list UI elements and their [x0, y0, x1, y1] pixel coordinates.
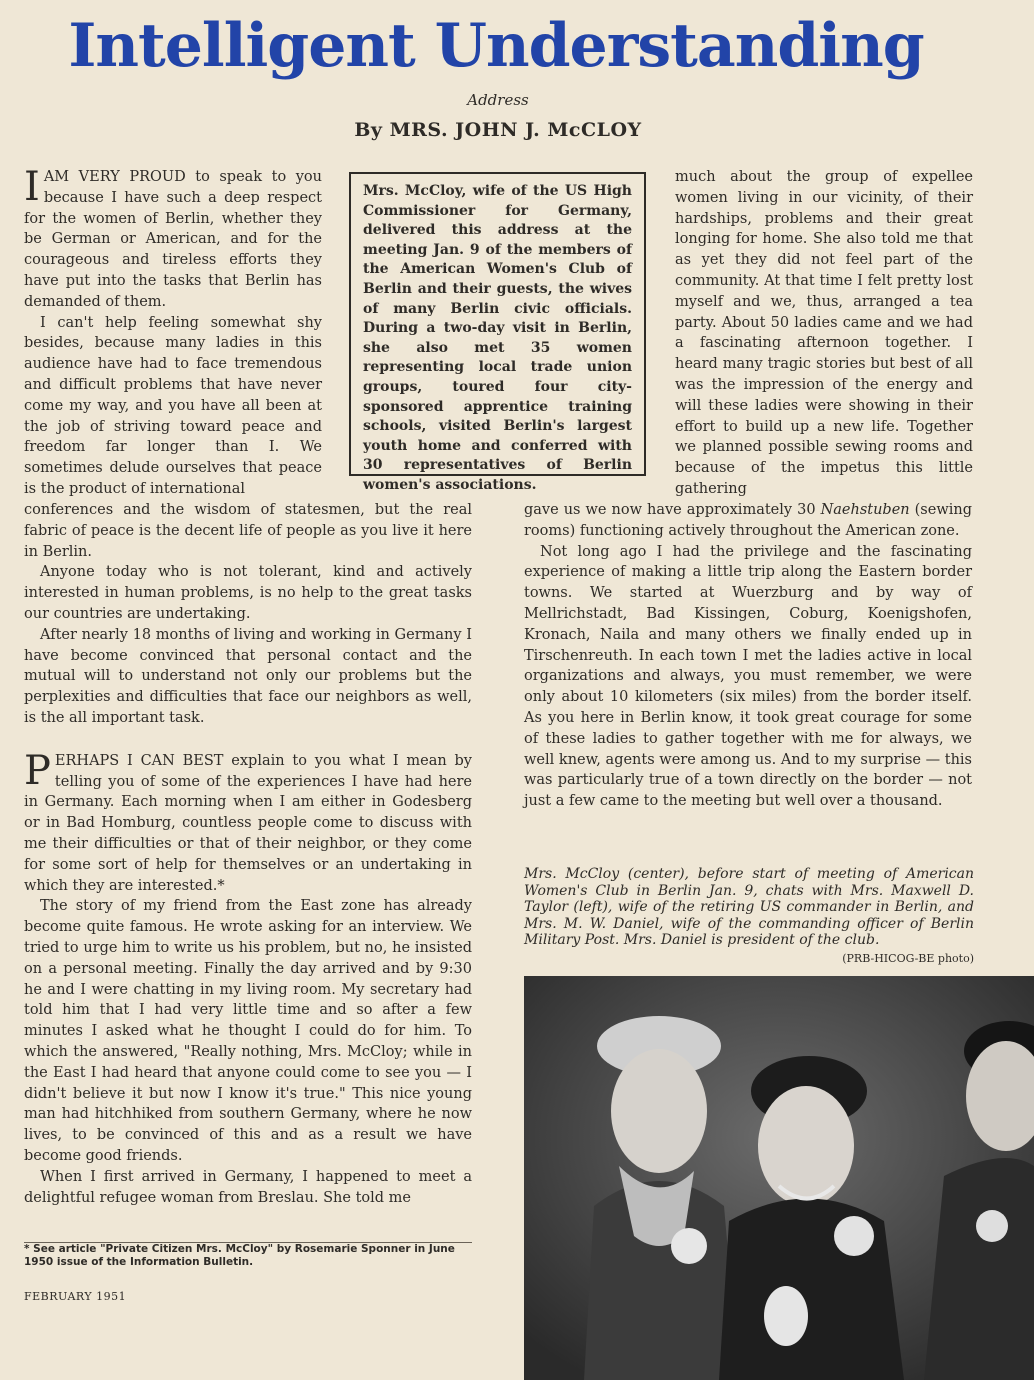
drop-cap: I: [24, 164, 40, 210]
paragraph: IAM VERY PROUD to speak to you because I have such a deep respect for the women of Berlin, whether they be German or American, and for the courageous and tireless efforts they have put into the tasks that Berlin has demanded of them.: [24, 164, 322, 310]
footnote: * See article "Private Citizen Mrs. McCloy" by Rosemarie Sponner in June 1950 issue of the Information Bulletin.: [24, 1242, 472, 1269]
article-byline: By MRS. JOHN J. McCLOY: [354, 119, 642, 141]
column-right-bottom: [524, 500, 972, 812]
paragraph: When I first arrived in Germany, I happened to meet a delightful refugee woman from Breslau. She told me: [24, 1168, 472, 1206]
photograph: [524, 976, 1034, 1380]
column-left-bottom: [24, 500, 472, 1208]
paragraph: The story of my friend from the East zone has already become quite famous. He wrote asking for an interview. We tried to urge him to write us his problem, but no, he insisted on a personal meeting. Finally the day arrived and by 9:30 he and I were chatting in my living room. My secretary had told him that I had very little time and so after a few minutes I asked what he thought I could do for him. To which the answered, "Really nothing, Mrs. McCloy; while in the East I had heard that anyone could come to see you — I didn't believe it but now I know it's true." This nice young man had hitchhiked from southern Germany, where he now lives, to be convinced of this and as a result we have become good friends.: [24, 898, 472, 1164]
page-footer: FEBRUARY 1951: [24, 1290, 127, 1303]
info-box: Mrs. McCloy, wife of the US High Commissioner for Germany, delivered this address at the meeting Jan. 9 of the members of the American Women's Club of Berlin and their guests, the wives of many Berlin civic officials. During a two-day visit in Berlin, she also met 35 women representing local trade union groups, toured four city-sponsored apprentice training schools, visited Berlin's largest youth home and conferred with 30 representatives of Berlin women's associations.: [349, 172, 646, 476]
drop-cap: P: [24, 747, 51, 794]
paragraph: PERHAPS I CAN BEST explain to you what I mean by telling you of some of the experiences I have had here in Germany. Each morning when I am either in Godesberg or in Bad Homburg, countless people come to discuss with me their difficulties or that of their neighbor, or they come for some sort of help for themselves or an undertaking in which they are interested.*: [24, 747, 472, 894]
paragraph: After nearly 18 months of living and working in Germany I have become convinced that personal contact and the mutual will to understand not only our problems but the perplexities and difficulties that face our neighbors as well, is the all important task.: [24, 626, 472, 726]
photo-caption: Mrs. McCloy (center), before start of meeting of American Women's Club in Berlin Jan. 9, chats with Mrs. Maxwell D. Taylor (left), wife of the retiring US commander in Berlin, and Mrs. M. W. Daniel, wife of the commanding officer of Berlin Military Post. Mrs. Daniel is president of the club. (PRB-HICOG-BE photo): [524, 866, 974, 968]
article-subtitle: Address: [467, 91, 529, 109]
photo-credit: (PRB-HICOG-BE photo): [842, 951, 974, 965]
paragraph: Anyone today who is not tolerant, kind and actively interested in human problems, is no help to the great tasks our countries are undertaking.: [24, 564, 472, 622]
paragraph: gave us we now have approximately 30 Naehstuben (sewing rooms) functioning actively throughout the American zone.: [524, 502, 972, 539]
column-right-top: [675, 167, 973, 500]
paragraph: much about the group of expellee women living in our vicinity, of their hardships, problems and their great longing for home. She also told me that as yet they did not feel part of the community. At that time I felt pretty lost myself and we, thus, arranged a tea party. About 50 ladies came and we had a fascinating afternoon together. I heard many tragic stories but best of all was the impression of the energy and will these ladies were showing in their effort to build up a new life. Together we planned possible sewing rooms and because of the impetus this little gathering: [675, 169, 973, 497]
column-left-top: [24, 164, 322, 500]
paragraph: Not long ago I had the privilege and the fascinating experience of making a little trip along the Eastern border towns. We started at Wuerzburg and by way of Mellrichstadt, Bad Kissingen, Coburg, Koenigshofen, Kronach, Naila and many others we finally ended up in Tirschenreuth. In each town I met the ladies active in local organizations and always, you must remember, we were only about 10 kilometers (six miles) from the border itself. As you here in Berlin know, it took great courage for some of these ladies to gather together with me for always, we well knew, agents were among us. And to my surprise — this was particularly true of a town directly on the border — not just a few came to the meeting but well over a thousand.: [524, 543, 972, 810]
paragraph: conferences and the wisdom of statesmen, but the real fabric of peace is the decent life of people as you live it here in Berlin.: [24, 502, 472, 560]
page-title: Intelligent Understanding: [68, 11, 924, 81]
photo-illustration: [524, 976, 1034, 1380]
paragraph: I can't help feeling somewhat shy besides, because many ladies in this audience have had to face tremendous and difficult problems that have never come my way, and you have all been at the job of striving toward peace and freedom far longer than I. We sometimes delude ourselves that peace is the product of international: [24, 314, 322, 497]
